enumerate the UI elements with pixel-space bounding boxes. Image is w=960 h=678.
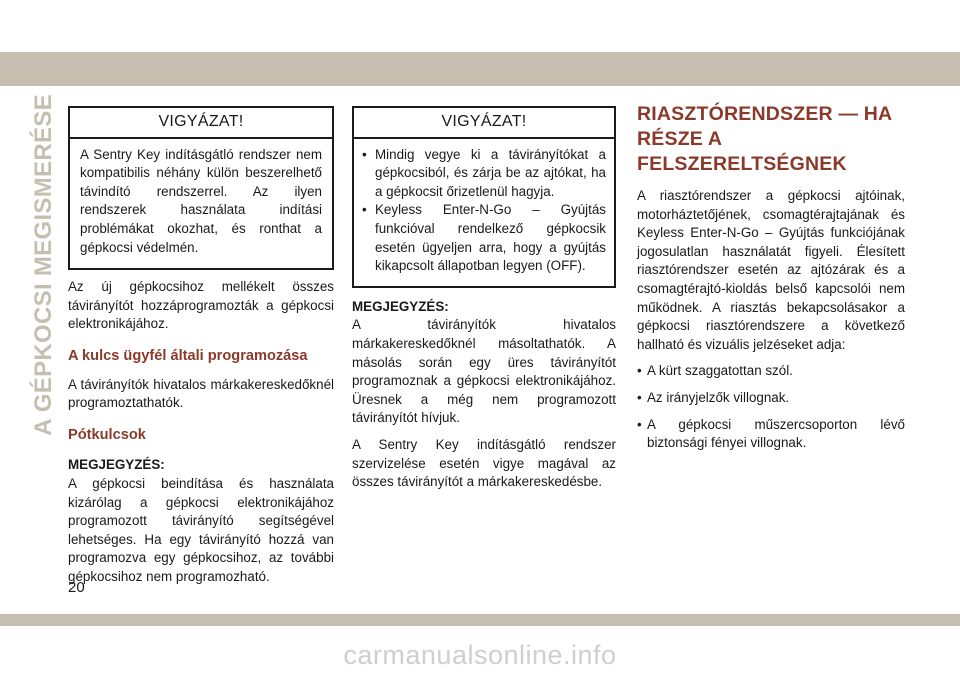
alarm-paragraph: A riasztórendszer a gépkocsi ajtóinak, motorháztetőjének, csomagtérajtajának és Keyless Enter-N-Go – Gyújtás funkciójának jogosulatlan használatát figyeli. Élesített riasztórendszer esetén az ajtózárak és a csomagtérajtó-kioldás belső kapcsolói nem működnek. A riasztás bekapcsolásakor a gépkocsi riasztórendszere a következő hallható és vizuális jelzéseket adja: <box>637 188 905 352</box>
column-1 <box>68 106 334 586</box>
intro-paragraph: Az új gépkocsihoz mellékelt összes távirányítót hozzáprogramozták a gépkocsi elektronikájához. <box>68 279 334 332</box>
warning-item: • Keyless Enter-N-Go – Gyújtás funkcióval rendelkező gépkocsik esetén ügyeljen arra, hogy a gyújtás kikapcsolt állapotban legyen (OFF). <box>362 201 606 275</box>
column-3 <box>637 103 905 453</box>
page-number: 20 <box>68 579 85 596</box>
key-programming-paragraph: A távirányítók hivatalos márkakereskedőknél programoztathatók. <box>68 376 334 411</box>
alarm-signal-list <box>637 362 905 452</box>
header-band <box>0 52 960 86</box>
warning-header: VIGYÁZAT! <box>70 108 332 139</box>
column-2 <box>352 106 616 492</box>
warning-box-1 <box>68 106 334 270</box>
watermark: carmanualsonline.info <box>343 640 617 670</box>
section-title-alarm: RIASZTÓRENDSZER — HA RÉSZE A FELSZERELTSÉGNEK <box>637 103 892 175</box>
sidebar-title: A GÉPKOCSI MEGISMERÉSE <box>30 94 57 436</box>
footer-band <box>0 614 960 626</box>
note-label: MEGJEGYZÉS: <box>68 457 165 473</box>
section-heading-spare-keys: Pótkulcsok <box>68 426 146 443</box>
warning-list <box>354 139 614 286</box>
list-item: • Az irányjelzők villognak. <box>637 389 905 408</box>
service-paragraph: A Sentry Key indításgátló rendszer szervizelése esetén vigye magával az összes távirányítót a márkakereskedésbe. <box>352 436 616 490</box>
note-paragraph: A távirányítók hivatalos márkakereskedőknél másoltathatók. A másolás során egy üres távirányítót programoznak a gépkocsi elektronikájához. Üresnek a még nem programozott távirányítót hívjuk. <box>352 317 616 426</box>
warning-text: A Sentry Key indításgátló rendszer nem kompatibilis néhány külön beszerelhető távindító rendszerrel. Az ilyen rendszerek használata indítási problémákat okozhat, és ronthat a gépkocsi védelmén. <box>80 146 322 255</box>
warning-box-2 <box>352 106 616 288</box>
note-paragraph: A gépkocsi beindítása és használata kizárólag a gépkocsi elektronikájához programozott távirányító segítségével lehetséges. Ha egy távirányító hozzá van programozva egy gépkocsihoz, az további gépkocsihoz nem programozható. <box>68 475 334 584</box>
warning-item: • Mindig vegye ki a távirányítókat a gépkocsiból, és zárja be az ajtókat, ha a gépkocsit őrizetlenül hagyja. <box>362 146 606 202</box>
note-label: MEGJEGYZÉS: <box>352 298 449 314</box>
list-item: • A gépkocsi műszercsoporton lévő biztonsági fényei villognak. <box>637 416 905 453</box>
list-item: • A kürt szaggatottan szól. <box>637 362 905 381</box>
section-sidebar <box>30 94 58 436</box>
section-heading-key-programming: A kulcs ügyfél általi programozása <box>68 347 308 364</box>
warning-header: VIGYÁZAT! <box>354 108 614 139</box>
